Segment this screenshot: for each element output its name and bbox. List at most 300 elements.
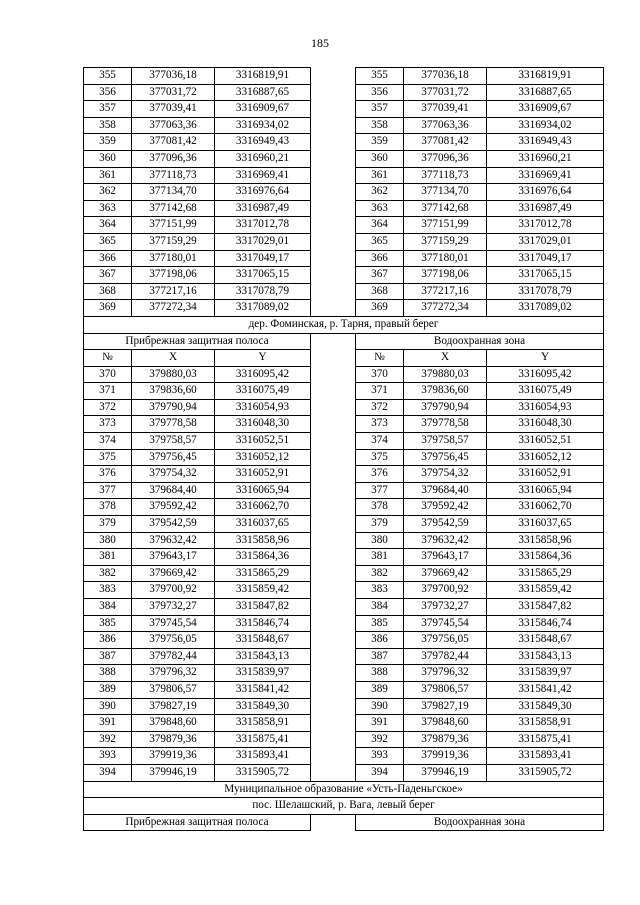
left-y-value: 3316054,93 xyxy=(215,399,311,416)
column-gap xyxy=(311,300,356,317)
left-x-value: 379836,60 xyxy=(132,383,215,400)
right-point-number: 368 xyxy=(356,283,404,300)
left-x-value: 379790,94 xyxy=(132,399,215,416)
column-gap xyxy=(311,134,356,151)
right-x-value: 379782,44 xyxy=(404,648,487,665)
section3-coastal-strip-title: Прибрежная защитная полоса xyxy=(84,814,311,831)
left-point-number: 359 xyxy=(84,134,132,151)
table-row xyxy=(84,300,604,317)
right-point-number: 391 xyxy=(356,715,404,732)
column-gap xyxy=(311,283,356,300)
right-x-value: 379542,59 xyxy=(404,516,487,533)
right-point-number: 385 xyxy=(356,615,404,632)
right-point-number: 377 xyxy=(356,482,404,499)
left-x-value: 379946,19 xyxy=(132,764,215,781)
right-y-value: 3316969,41 xyxy=(487,167,604,184)
right-point-number: 376 xyxy=(356,466,404,483)
right-point-number: 383 xyxy=(356,582,404,599)
left-point-number: 377 xyxy=(84,482,132,499)
right-x-value: 379684,40 xyxy=(404,482,487,499)
right-y-value: 3316075,49 xyxy=(487,383,604,400)
right-y-value: 3316960,21 xyxy=(487,150,604,167)
right-point-number: 357 xyxy=(356,101,404,118)
table-row xyxy=(84,399,604,416)
table-row xyxy=(84,101,604,118)
section2-coastal-strip-title: Прибрежная защитная полоса xyxy=(84,333,311,350)
left-x-value: 377063,36 xyxy=(132,117,215,134)
table-row xyxy=(84,764,604,781)
right-point-number: 375 xyxy=(356,449,404,466)
right-y-value: 3315849,30 xyxy=(487,698,604,715)
right-point-number: 392 xyxy=(356,731,404,748)
right-y-value: 3315875,41 xyxy=(487,731,604,748)
left-x-value: 377118,73 xyxy=(132,167,215,184)
column-gap xyxy=(311,549,356,566)
left-y-value: 3317049,17 xyxy=(215,250,311,267)
right-y-value: 3316987,49 xyxy=(487,200,604,217)
right-y-value: 3316909,67 xyxy=(487,101,604,118)
left-y-value: 3316969,41 xyxy=(215,167,311,184)
table-row xyxy=(84,217,604,234)
left-point-number: 379 xyxy=(84,516,132,533)
right-y-value: 3315839,97 xyxy=(487,665,604,682)
right-x-value: 379919,36 xyxy=(404,748,487,765)
left-x-header: X xyxy=(132,350,215,367)
left-x-value: 377039,41 xyxy=(132,101,215,118)
table-row xyxy=(84,565,604,582)
column-gap xyxy=(311,731,356,748)
column-gap xyxy=(311,267,356,284)
right-point-number: 369 xyxy=(356,300,404,317)
right-y-value: 3316054,93 xyxy=(487,399,604,416)
left-x-value: 379919,36 xyxy=(132,748,215,765)
table-row xyxy=(84,416,604,433)
right-point-number: 365 xyxy=(356,233,404,250)
left-y-value: 3316909,67 xyxy=(215,101,311,118)
table-row xyxy=(84,433,604,450)
left-point-number: 391 xyxy=(84,715,132,732)
right-y-value: 3317089,02 xyxy=(487,300,604,317)
table-row xyxy=(84,681,604,698)
right-point-number: 390 xyxy=(356,698,404,715)
right-x-value: 377036,18 xyxy=(404,68,487,85)
left-y-value: 3316960,21 xyxy=(215,150,311,167)
right-x-value: 379756,45 xyxy=(404,449,487,466)
left-x-value: 379758,57 xyxy=(132,433,215,450)
right-y-value: 3315843,13 xyxy=(487,648,604,665)
right-y-value: 3316065,94 xyxy=(487,482,604,499)
column-gap xyxy=(311,350,356,367)
right-x-value: 379592,42 xyxy=(404,499,487,516)
right-point-number: 364 xyxy=(356,217,404,234)
left-x-value: 377217,16 xyxy=(132,283,215,300)
left-x-value: 377159,29 xyxy=(132,233,215,250)
column-gap xyxy=(311,665,356,682)
column-gap xyxy=(311,101,356,118)
left-point-number: 384 xyxy=(84,599,132,616)
left-point-number: 388 xyxy=(84,665,132,682)
left-x-value: 379827,19 xyxy=(132,698,215,715)
left-x-value: 379632,42 xyxy=(132,532,215,549)
column-gap xyxy=(311,632,356,649)
left-x-value: 377036,18 xyxy=(132,68,215,85)
left-point-number: 376 xyxy=(84,466,132,483)
table-row xyxy=(84,599,604,616)
right-point-number: 367 xyxy=(356,267,404,284)
left-point-number: 360 xyxy=(84,150,132,167)
left-y-value: 3317078,79 xyxy=(215,283,311,300)
table-row xyxy=(84,632,604,649)
section3-title-row xyxy=(84,798,604,815)
right-point-number: 372 xyxy=(356,399,404,416)
right-number-header: № xyxy=(356,350,404,367)
right-y-value: 3316052,91 xyxy=(487,466,604,483)
left-x-value: 379542,59 xyxy=(132,516,215,533)
table-row xyxy=(84,366,604,383)
right-x-value: 377081,42 xyxy=(404,134,487,151)
left-point-number: 375 xyxy=(84,449,132,466)
column-gap xyxy=(311,333,356,350)
right-x-value: 377031,72 xyxy=(404,84,487,101)
right-y-value: 3315848,67 xyxy=(487,632,604,649)
left-point-number: 369 xyxy=(84,300,132,317)
right-y-value: 3315865,29 xyxy=(487,565,604,582)
right-point-number: 362 xyxy=(356,184,404,201)
left-point-number: 390 xyxy=(84,698,132,715)
left-y-value: 3316048,30 xyxy=(215,416,311,433)
right-point-number: 393 xyxy=(356,748,404,765)
left-y-value: 3317089,02 xyxy=(215,300,311,317)
right-y-value: 3316976,64 xyxy=(487,184,604,201)
left-point-number: 368 xyxy=(84,283,132,300)
right-x-value: 379827,19 xyxy=(404,698,487,715)
table-row xyxy=(84,117,604,134)
coordinates-table xyxy=(83,67,604,831)
right-y-value: 3316048,30 xyxy=(487,416,604,433)
right-point-number: 360 xyxy=(356,150,404,167)
table-row xyxy=(84,665,604,682)
right-x-value: 377063,36 xyxy=(404,117,487,134)
right-point-number: 373 xyxy=(356,416,404,433)
column-gap xyxy=(311,482,356,499)
column-gap xyxy=(311,383,356,400)
right-y-value: 3315864,36 xyxy=(487,549,604,566)
column-header-row xyxy=(84,350,604,367)
right-point-number: 371 xyxy=(356,383,404,400)
right-x-value: 379643,17 xyxy=(404,549,487,566)
left-x-value: 379756,45 xyxy=(132,449,215,466)
right-y-value: 3317029,01 xyxy=(487,233,604,250)
table-row xyxy=(84,731,604,748)
left-point-number: 383 xyxy=(84,582,132,599)
right-point-number: 380 xyxy=(356,532,404,549)
left-point-number: 364 xyxy=(84,217,132,234)
section2-water-protection-zone-title: Водоохранная зона xyxy=(356,333,604,350)
section2-title-row xyxy=(84,316,604,333)
left-point-number: 387 xyxy=(84,648,132,665)
left-x-value: 377151,99 xyxy=(132,217,215,234)
column-gap xyxy=(311,68,356,85)
left-x-value: 379745,54 xyxy=(132,615,215,632)
right-point-number: 366 xyxy=(356,250,404,267)
right-point-number: 387 xyxy=(356,648,404,665)
right-point-number: 374 xyxy=(356,433,404,450)
column-gap xyxy=(311,399,356,416)
left-x-value: 379732,27 xyxy=(132,599,215,616)
right-y-value: 3316052,51 xyxy=(487,433,604,450)
right-y-value: 3315858,91 xyxy=(487,715,604,732)
left-x-value: 377180,01 xyxy=(132,250,215,267)
left-y-value: 3315843,13 xyxy=(215,648,311,665)
column-gap xyxy=(311,698,356,715)
left-x-value: 379669,42 xyxy=(132,565,215,582)
left-y-value: 3316819,91 xyxy=(215,68,311,85)
left-y-value: 3315893,41 xyxy=(215,748,311,765)
column-gap xyxy=(311,217,356,234)
left-y-value: 3316976,64 xyxy=(215,184,311,201)
right-point-number: 384 xyxy=(356,599,404,616)
left-y-value: 3315839,97 xyxy=(215,665,311,682)
left-y-value: 3316987,49 xyxy=(215,200,311,217)
left-point-number: 393 xyxy=(84,748,132,765)
left-point-number: 394 xyxy=(84,764,132,781)
left-point-number: 373 xyxy=(84,416,132,433)
right-x-value: 379754,32 xyxy=(404,466,487,483)
left-point-number: 378 xyxy=(84,499,132,516)
left-point-number: 356 xyxy=(84,84,132,101)
right-x-value: 379836,60 xyxy=(404,383,487,400)
section3-zone-row xyxy=(84,814,604,831)
section2-title: дер. Фоминская, р. Тарня, правый берег xyxy=(84,316,604,333)
column-gap xyxy=(311,615,356,632)
right-y-value: 3317049,17 xyxy=(487,250,604,267)
right-point-number: 356 xyxy=(356,84,404,101)
table-row xyxy=(84,715,604,732)
column-gap xyxy=(311,366,356,383)
right-x-value: 379756,05 xyxy=(404,632,487,649)
table-row xyxy=(84,532,604,549)
page-number: 185 xyxy=(311,36,329,50)
left-point-number: 358 xyxy=(84,117,132,134)
right-y-value: 3315841,42 xyxy=(487,681,604,698)
column-gap xyxy=(311,150,356,167)
column-gap xyxy=(311,233,356,250)
right-y-value: 3315859,42 xyxy=(487,582,604,599)
table-row xyxy=(84,466,604,483)
left-x-value: 377142,68 xyxy=(132,200,215,217)
right-y-value: 3315858,96 xyxy=(487,532,604,549)
left-y-value: 3316052,91 xyxy=(215,466,311,483)
right-x-value: 377272,34 xyxy=(404,300,487,317)
left-x-value: 377198,06 xyxy=(132,267,215,284)
column-gap xyxy=(311,250,356,267)
left-y-value: 3317065,15 xyxy=(215,267,311,284)
column-gap xyxy=(311,200,356,217)
right-y-value: 3316062,70 xyxy=(487,499,604,516)
table-row xyxy=(84,250,604,267)
right-y-value: 3315893,41 xyxy=(487,748,604,765)
left-y-value: 3315847,82 xyxy=(215,599,311,616)
left-y-value: 3316075,49 xyxy=(215,383,311,400)
right-point-number: 358 xyxy=(356,117,404,134)
municipality-title: Муниципальное образование «Усть-Паденьгское» xyxy=(84,781,604,798)
left-point-number: 361 xyxy=(84,167,132,184)
right-point-number: 361 xyxy=(356,167,404,184)
column-gap xyxy=(311,582,356,599)
left-x-value: 379684,40 xyxy=(132,482,215,499)
right-point-number: 379 xyxy=(356,516,404,533)
left-y-value: 3315875,41 xyxy=(215,731,311,748)
left-y-value: 3315849,30 xyxy=(215,698,311,715)
right-point-number: 389 xyxy=(356,681,404,698)
table-row xyxy=(84,233,604,250)
left-y-value: 3316887,65 xyxy=(215,84,311,101)
left-point-number: 357 xyxy=(84,101,132,118)
column-gap xyxy=(311,449,356,466)
left-y-value: 3316949,43 xyxy=(215,134,311,151)
right-x-value: 379848,60 xyxy=(404,715,487,732)
left-x-value: 379782,44 xyxy=(132,648,215,665)
right-point-number: 370 xyxy=(356,366,404,383)
column-gap xyxy=(311,516,356,533)
left-y-value: 3316095,42 xyxy=(215,366,311,383)
right-y-value: 3317078,79 xyxy=(487,283,604,300)
right-x-value: 379745,54 xyxy=(404,615,487,632)
left-point-number: 382 xyxy=(84,565,132,582)
column-gap xyxy=(311,117,356,134)
right-x-value: 377118,73 xyxy=(404,167,487,184)
column-gap xyxy=(311,416,356,433)
right-x-value: 379778,58 xyxy=(404,416,487,433)
right-y-value: 3315846,74 xyxy=(487,615,604,632)
right-y-value: 3317012,78 xyxy=(487,217,604,234)
right-x-value: 379790,94 xyxy=(404,399,487,416)
left-point-number: 389 xyxy=(84,681,132,698)
table-row xyxy=(84,449,604,466)
left-x-value: 379754,32 xyxy=(132,466,215,483)
left-y-value: 3316062,70 xyxy=(215,499,311,516)
right-x-value: 379806,57 xyxy=(404,681,487,698)
section2-zone-row xyxy=(84,333,604,350)
left-x-value: 379806,57 xyxy=(132,681,215,698)
left-point-number: 362 xyxy=(84,184,132,201)
right-y-value: 3316052,12 xyxy=(487,449,604,466)
column-gap xyxy=(311,715,356,732)
right-point-number: 363 xyxy=(356,200,404,217)
left-x-value: 379756,05 xyxy=(132,632,215,649)
table-row xyxy=(84,698,604,715)
left-point-number: 366 xyxy=(84,250,132,267)
right-y-value: 3315847,82 xyxy=(487,599,604,616)
left-y-value: 3316934,02 xyxy=(215,117,311,134)
left-y-value: 3317029,01 xyxy=(215,233,311,250)
right-x-value: 377134,70 xyxy=(404,184,487,201)
left-y-value: 3316065,94 xyxy=(215,482,311,499)
left-x-value: 377081,42 xyxy=(132,134,215,151)
left-y-value: 3315846,74 xyxy=(215,615,311,632)
column-gap xyxy=(311,499,356,516)
right-y-header: Y xyxy=(487,350,604,367)
column-gap xyxy=(311,466,356,483)
left-y-value: 3315858,91 xyxy=(215,715,311,732)
left-x-value: 379643,17 xyxy=(132,549,215,566)
left-y-value: 3315864,36 xyxy=(215,549,311,566)
column-gap xyxy=(311,681,356,698)
column-gap xyxy=(311,748,356,765)
left-y-value: 3315859,42 xyxy=(215,582,311,599)
left-number-header: № xyxy=(84,350,132,367)
right-x-value: 377180,01 xyxy=(404,250,487,267)
right-x-header: X xyxy=(404,350,487,367)
column-gap xyxy=(311,532,356,549)
left-x-value: 377134,70 xyxy=(132,184,215,201)
left-x-value: 379879,36 xyxy=(132,731,215,748)
right-x-value: 379669,42 xyxy=(404,565,487,582)
left-x-value: 377272,34 xyxy=(132,300,215,317)
right-y-value: 3316887,65 xyxy=(487,84,604,101)
left-point-number: 365 xyxy=(84,233,132,250)
left-point-number: 392 xyxy=(84,731,132,748)
right-x-value: 379732,27 xyxy=(404,599,487,616)
table-row xyxy=(84,184,604,201)
right-x-value: 379758,57 xyxy=(404,433,487,450)
right-point-number: 355 xyxy=(356,68,404,85)
left-point-number: 370 xyxy=(84,366,132,383)
left-x-value: 377096,36 xyxy=(132,150,215,167)
column-gap xyxy=(311,814,356,831)
table-row xyxy=(84,68,604,85)
right-x-value: 377217,16 xyxy=(404,283,487,300)
table-row xyxy=(84,748,604,765)
right-y-value: 3316819,91 xyxy=(487,68,604,85)
left-y-value: 3316037,65 xyxy=(215,516,311,533)
right-point-number: 359 xyxy=(356,134,404,151)
right-x-value: 379879,36 xyxy=(404,731,487,748)
left-y-header: Y xyxy=(215,350,311,367)
right-x-value: 377198,06 xyxy=(404,267,487,284)
left-y-value: 3315848,67 xyxy=(215,632,311,649)
right-point-number: 388 xyxy=(356,665,404,682)
column-gap xyxy=(311,184,356,201)
table-row xyxy=(84,648,604,665)
table-row xyxy=(84,499,604,516)
section3-water-protection-zone-title: Водоохранная зона xyxy=(356,814,604,831)
left-point-number: 363 xyxy=(84,200,132,217)
table-row xyxy=(84,134,604,151)
left-y-value: 3315841,42 xyxy=(215,681,311,698)
left-point-number: 372 xyxy=(84,399,132,416)
column-gap xyxy=(311,433,356,450)
column-gap xyxy=(311,565,356,582)
right-x-value: 379632,42 xyxy=(404,532,487,549)
left-point-number: 380 xyxy=(84,532,132,549)
left-point-number: 386 xyxy=(84,632,132,649)
left-x-value: 379796,32 xyxy=(132,665,215,682)
table-row xyxy=(84,516,604,533)
right-x-value: 377096,36 xyxy=(404,150,487,167)
right-y-value: 3316095,42 xyxy=(487,366,604,383)
right-x-value: 379796,32 xyxy=(404,665,487,682)
left-point-number: 385 xyxy=(84,615,132,632)
right-y-value: 3316949,43 xyxy=(487,134,604,151)
table-row xyxy=(84,482,604,499)
left-x-value: 379592,42 xyxy=(132,499,215,516)
right-y-value: 3317065,15 xyxy=(487,267,604,284)
left-y-value: 3317012,78 xyxy=(215,217,311,234)
table-row xyxy=(84,267,604,284)
column-gap xyxy=(311,648,356,665)
left-y-value: 3316052,51 xyxy=(215,433,311,450)
